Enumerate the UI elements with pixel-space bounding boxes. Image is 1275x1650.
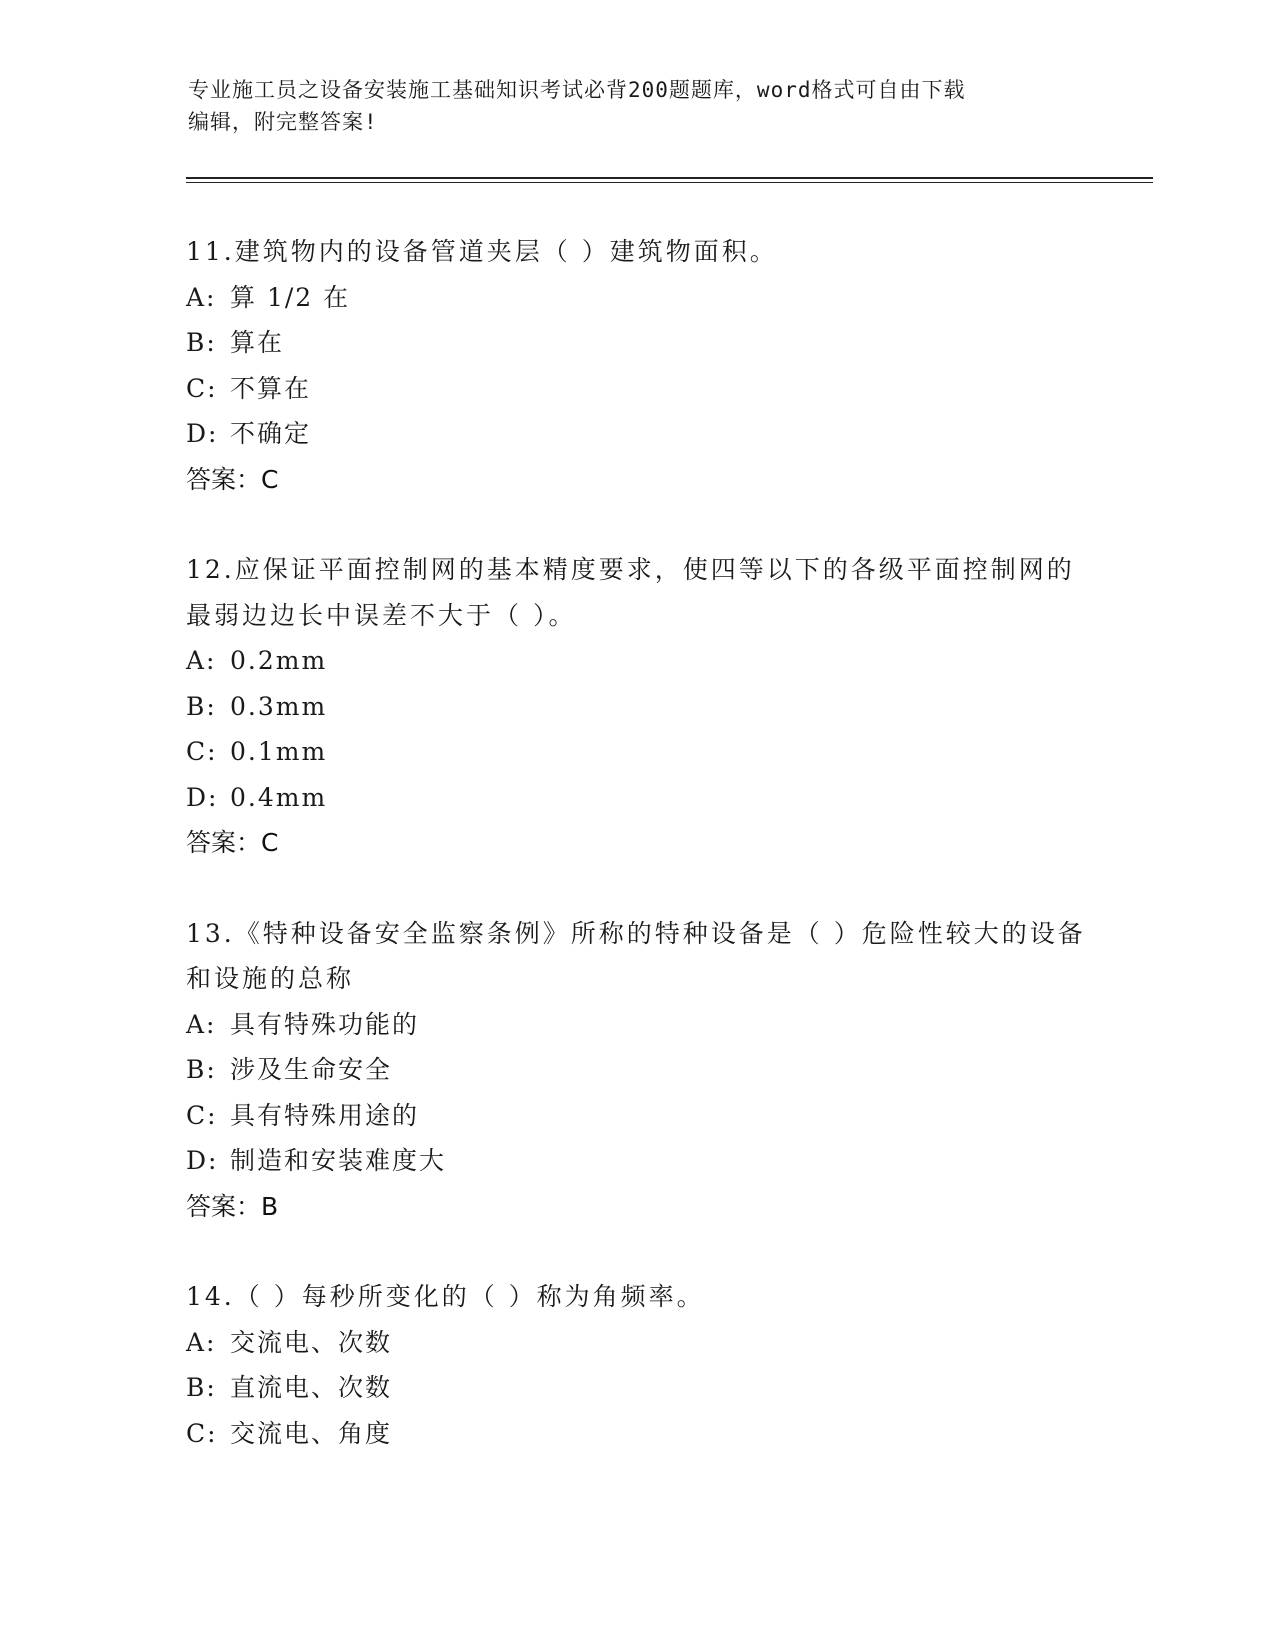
option-text: 具有特殊用途的 bbox=[230, 1100, 420, 1130]
option-key: A: bbox=[186, 646, 217, 675]
option-c bbox=[186, 729, 1086, 775]
header-divider bbox=[186, 177, 1153, 183]
answer-line: 答案：B bbox=[186, 1191, 279, 1221]
option-key: D: bbox=[186, 1146, 219, 1175]
option-d bbox=[186, 775, 1086, 821]
option-a bbox=[186, 275, 1086, 321]
question-14 bbox=[186, 1274, 1086, 1456]
question-12 bbox=[186, 547, 1086, 866]
answer-line: 答案：C bbox=[186, 828, 279, 857]
document-header bbox=[188, 74, 1088, 138]
option-text: 交流电、次数 bbox=[230, 1327, 393, 1357]
option-key: B: bbox=[186, 1055, 217, 1084]
option-c bbox=[186, 366, 1086, 412]
option-a bbox=[186, 638, 1086, 684]
option-key: C: bbox=[186, 373, 218, 403]
option-b bbox=[186, 684, 1086, 730]
option-key: C: bbox=[186, 1418, 218, 1448]
option-text: 具有特殊功能的 bbox=[230, 1009, 420, 1039]
option-d bbox=[186, 411, 1086, 457]
option-text: 0.3mm bbox=[230, 691, 328, 721]
header-title-line-1: 专业施工员之设备安装施工基础知识考试必背200题题库，word格式可自由下载 bbox=[188, 78, 966, 102]
answer-line: 答案：C bbox=[186, 464, 279, 494]
option-key: A: bbox=[186, 1327, 217, 1357]
option-text: 0.1mm bbox=[230, 737, 328, 766]
option-text: 涉及生命安全 bbox=[230, 1055, 393, 1084]
question-stem: 14.（ ）每秒所变化的（ ）称为角频率。 bbox=[186, 1282, 705, 1311]
option-text: 算 1/2 在 bbox=[230, 282, 351, 312]
option-text: 不确定 bbox=[230, 419, 312, 448]
option-text: 制造和安装难度大 bbox=[230, 1146, 447, 1175]
option-b bbox=[186, 320, 1086, 366]
header-title-line-2: 编辑，附完整答案! bbox=[188, 110, 378, 134]
option-text: 直流电、次数 bbox=[230, 1373, 393, 1402]
option-c bbox=[186, 1411, 1086, 1457]
option-key: A: bbox=[186, 282, 217, 312]
option-a bbox=[186, 1320, 1086, 1366]
question-11 bbox=[186, 229, 1086, 502]
option-key: C: bbox=[186, 737, 218, 766]
option-d bbox=[186, 1138, 1086, 1184]
question-stem: 11.建筑物内的设备管道夹层（ ）建筑物面积。 bbox=[186, 237, 778, 266]
option-a bbox=[186, 1002, 1086, 1048]
question-list bbox=[186, 229, 1086, 1501]
question-stem: 13.《特种设备安全监察条例》所称的特种设备是（ ）危险性较大的设备和设施的总称 bbox=[186, 918, 1086, 993]
option-key: D: bbox=[186, 419, 219, 448]
option-key: B: bbox=[186, 328, 217, 357]
question-13 bbox=[186, 911, 1086, 1230]
option-key: B: bbox=[186, 691, 217, 721]
option-b bbox=[186, 1047, 1086, 1093]
option-text: 0.2mm bbox=[230, 646, 328, 675]
option-text: 算在 bbox=[230, 328, 285, 357]
option-text: 0.4mm bbox=[230, 782, 328, 812]
option-key: A: bbox=[186, 1009, 217, 1039]
question-stem: 12.应保证平面控制网的基本精度要求，使四等以下的各级平面控制网的最弱边边长中误差不大于（ ）。 bbox=[186, 555, 1075, 630]
option-c bbox=[186, 1093, 1086, 1139]
option-text: 不算在 bbox=[230, 373, 312, 403]
option-key: C: bbox=[186, 1100, 218, 1130]
option-key: D: bbox=[186, 782, 219, 812]
option-b bbox=[186, 1365, 1086, 1411]
option-text: 交流电、角度 bbox=[230, 1418, 393, 1448]
option-key: B: bbox=[186, 1373, 217, 1402]
